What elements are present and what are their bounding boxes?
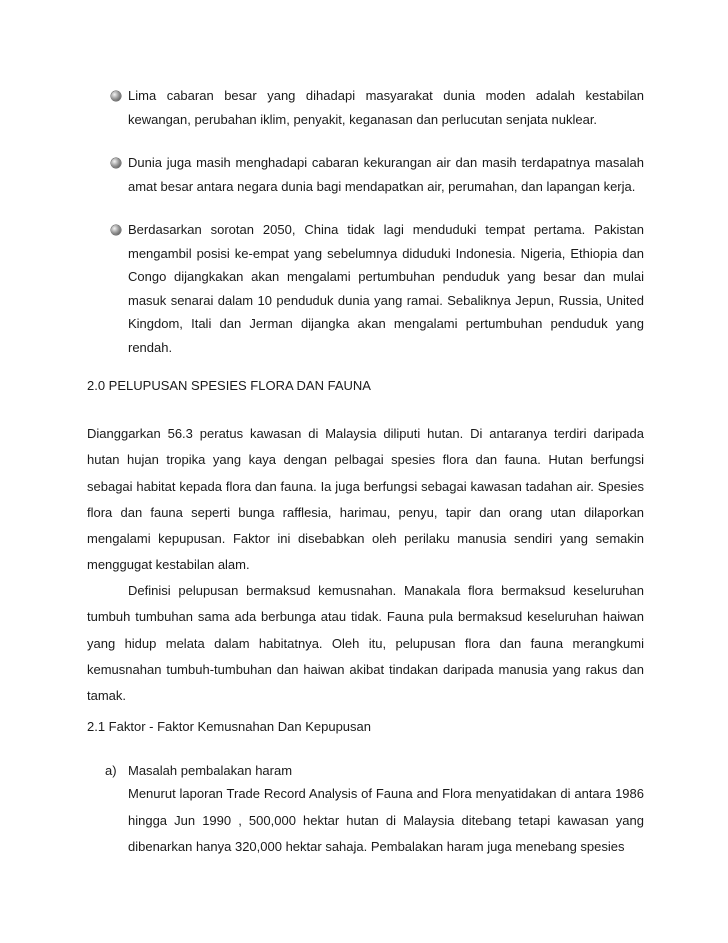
bullet-text: Berdasarkan sorotan 2050, China tidak lagi menduduki tempat pertama. Pakistan mengambil posisi ke-empat yang sebelumnya diduduki Indonesia. Nigeria, Ethiopia dan Congo dijangkakan akan mengalami pertumbuhan penduduk yang besar dan mulai masuk senarai dalam 10 penduduk dunia yang ramai. Sebaliknya Jepun, Russia, United Kingdom, Itali dan Jerman dijangka akan mengalami pertumbuhan penduduk yang rendah. [128,222,644,355]
section-heading-2-1: 2.1 Faktor - Faktor Kemusnahan Dan Kepupusan [87,719,371,734]
bullet-text: Lima cabaran besar yang dihadapi masyarakat dunia moden adalah kestabilan kewangan, perubahan iklim, penyakit, keganasan dan perlucutan senjata nuklear. [128,88,644,127]
paragraph-forest: Dianggarkan 56.3 peratus kawasan di Malaysia diliputi hutan. Di antaranya terdiri daripada hutan hujan tropika yang kaya dengan pelbagai spesies flora dan fauna. Hutan berfungsi sebagai habitat kepada flora dan fauna. Ia juga berfungsi sebagai kawasan tadahan air. Spesies flora dan fauna seperti bunga rafflesia, harimau, penyu, tapir dan orang utan dilaporkan mengalami kepupusan. Faktor ini disebabkan oleh perilaku manusia sendiri yang semakin menggugat kestabilan alam. [87,426,644,573]
paragraph-definition: Definisi pelupusan bermaksud kemusnahan. Manakala flora bermaksud keseluruhan tumbuh tumbuhan sama ada berbunga atau tidak. Fauna pula bermaksud keseluruhan haiwan yang hidup melata dalam habitatnya. Oleh itu, pelupusan flora dan fauna merangkumi kemusnahan tumbuh-tumbuhan dan haiwan akibat tindakan daripada manusia yang rakus dan tamak. [87,583,644,704]
list-marker: a) [105,763,117,778]
list-item-title: Masalah pembalakan haram [128,763,293,778]
bullet-list [110,84,644,379]
bullet-icon [111,91,121,101]
bullet-icon [111,158,121,168]
section-heading-2-0: 2.0 PELUPUSAN SPESIES FLORA DAN FAUNA [87,378,371,393]
bullet-item [110,218,644,359]
bullet-item [110,84,644,131]
bullet-icon [111,225,121,235]
list-item-body: Menurut laporan Trade Record Analysis of Fauna and Flora menyatidakan di antara 1986 hingga Jun 1990 , 500,000 hektar hutan di Malaysia ditebang tetapi kawasan yang dibenarkan hanya 320,000 hektar sahaja. Pembalakan haram juga menebang spesies [128,786,644,854]
bullet-item [110,151,644,198]
list-item-a [105,761,644,861]
bullet-text: Dunia juga masih menghadapi cabaran kekurangan air dan masih terdapatnya masalah amat besar antara negara dunia bagi mendapatkan air, perumahan, dan lapangan kerja. [128,155,644,194]
